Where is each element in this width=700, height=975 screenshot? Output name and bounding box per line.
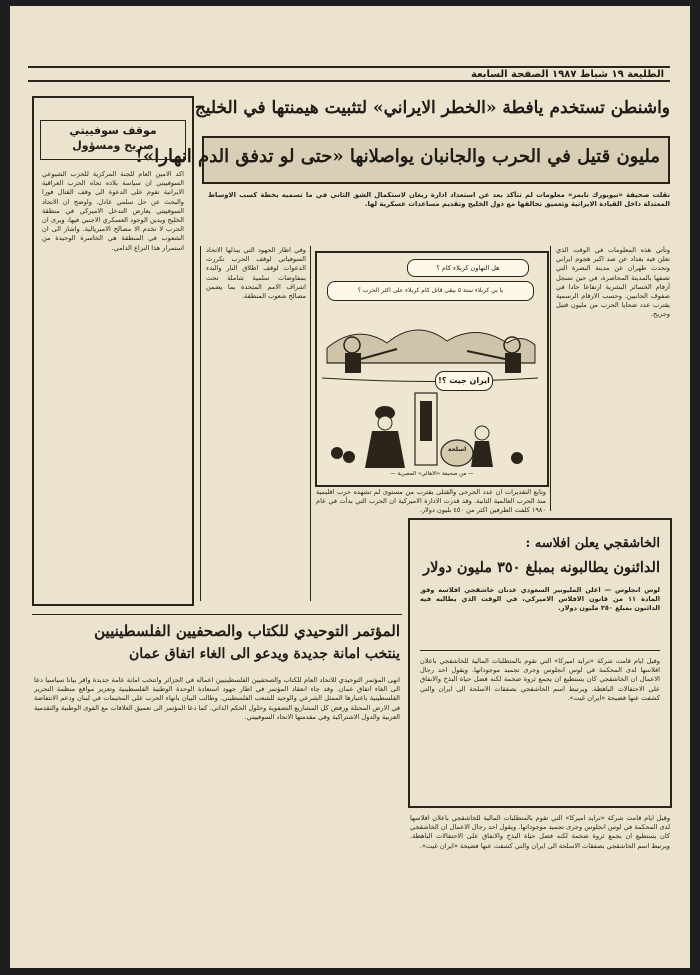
page-header-text: الطليعة ١٩ شباط ١٩٨٧ الصفحة السابعة [471, 68, 664, 80]
main-lead: نقلت صحيفة «نيويورك تايمز» معلومات لم تتأكد بعد عن استعداد ادارة ريغان لاستكمال الشق الثاني في ما تسميه بخطة كسب الاوساط المعتدلة داخل القيادة الايرانية وتعميق تحالفها مع دول الخليج وتقديم مساعدات عسكرية لها. [208, 191, 670, 209]
page-header [28, 66, 670, 82]
main-column-middle: وتابع التقديرات ان عدد الجرحى والقتلى يقترب من مستوى لم تشهده حرب اقليمية منذ الحرب العالمية الثانية. وقد قدرت الادارة الاميركية ان الحرب التي بدأت في عام ١٩٨٠ كلفت الطرفين اكثر من ٤٥٠ بليون دولار. [316, 488, 546, 515]
main-headline: مليون قتيل في الحرب والجانبان يواصلانها «حتى لو تدفق الدم انهارا»! [135, 146, 660, 167]
main-column-left: وفي اطار الجهود التي يبذلها الاتحاد السوفياتي لوقف الحرب تكررت الدعوات لوقف اطلاق النار والبدء بمفاوضات سلمية شاملة تحت اشراف الامم المتحدة بما يضمن مصالح شعوب المنطقة. [206, 246, 306, 301]
sidebar-box [32, 96, 194, 606]
main-kicker: واشنطن تستخدم يافطة «الخطر الايراني» لتثبيت هيمنتها في الخليج [194, 98, 670, 118]
conference-headline: ينتخب امانة جديدة ويدعو الى الغاء اتفاق عمان [128, 646, 400, 662]
cartoon-bubble-top: هل التهاون كربلاء كام ؟ [407, 259, 529, 277]
cartoon-sack-label: اسلحة [447, 446, 467, 453]
conference-kicker: المؤتمر التوحيدي للكتاب والصحفيين الفلسطينيين [94, 622, 400, 640]
khashoggi-lead: لوس انجلوس — اعلن المليونير السعودي عدنان خاشقجي افلاسه وفق المادة ١١ من قانون الافلاس الاميركي، في الوقت الذي يطالبه فيه الدائنون بمبلغ ٣٥٠ مليون دولار. [420, 586, 660, 613]
sidebar-text: اكد الامين العام للجنة المركزية للحزب الشيوعي السوفييتي ان سياسة بلاده تجاه الحرب العراقية الايرانية تقوم على الدعوة الى وقف القتال فورا والبحث عن حل سلمي عادل. واوضح ان الاتحاد السوفييتي يعارض التدخل الاميركي في منطقة الخليج ويدين الوجود العسكري الاجنبي فيها، ويرى ان الحرب لا تخدم الا مصالح الامبريالية. واشار الى ان الشعوب في المنطقة هي الخاسرة الوحيدة من استمرار هذا النزاع الدامي. [42, 170, 184, 252]
cartoon [315, 251, 549, 487]
khashoggi-kicker: الخاشقجي يعلن افلاسه : [525, 536, 660, 551]
khashoggi-box [408, 518, 672, 808]
main-column-right: وتأتي هذه المعلومات في الوقت الذي تعلن فيه بغداد عن صد اكبر هجوم ايراني وتحدث طهران عن مدينة البصرة التي تصفها بالمدينة المحاصرة، في حين تسجل أرقام الخسائر البشرية ارتفاعا حادا في صفوف الجانبين. وحسب الارقام الرسمية يقترب عدد ضحايا الحرب من مليون قتيل وجريح. [556, 246, 670, 319]
sidebar-title-line1: موقف سوفييتي [69, 124, 157, 137]
khashoggi-text: وقيل ايام قامت شركة «ترايد اميركا» التي تقوم بالمتطلبات المالية للخاشقجي باعلان افلاسها لدى المحكمة في لوس انجلوس وجرى تجميد موجوداتها. ويقول احد رجال الاعمال ان الخاشقجي كان يستطيع ان يجمع ثروة ضخمة لكنه فضل حياة البذخ والانفاق على الاحتفالات الباهظة. ويرتبط اسم الخاشقجي بصفقات الاسلحة الى ايران والتي كشفت عنها فضيحة «ايران غيت». [420, 657, 660, 702]
newspaper-page [10, 6, 690, 968]
cartoon-bubble-iran: ايران جيت ؟! [435, 371, 493, 391]
column-divider [550, 246, 551, 511]
khashoggi-continuation: وقيل ايام قامت شركة «ترايد اميركا» التي تقوم بالمتطلبات المالية للخاشقجي باعلان افلاسها لدى المحكمة في لوس انجلوس وجرى تجميد موجوداتها. ويقول احد رجال الاعمال ان الخاشقجي كان يستطيع ان يجمع ثروة ضخمة لكنه فضل حياة البذخ والانفاق على الاحتفالات الباهظة. ويرتبط اسم الخاشقجي بصفقات الاسلحة الى ايران والتي كشفت عنها فضيحة «ايران غيت». [410, 814, 670, 850]
khashoggi-divider [420, 650, 660, 651]
column-divider [200, 246, 201, 601]
main-headline-box [135, 136, 670, 184]
column-divider [310, 246, 311, 601]
cartoon-caption: — من صحيفة «الاهالي» المصرية — [390, 471, 474, 477]
sidebar-title-line2: صريح ومسؤول [72, 139, 154, 152]
khashoggi-headline: الدائنون يطالبونه بمبلغ ٣٥٠ مليون دولار [423, 559, 660, 576]
sidebar-title [40, 120, 186, 160]
section-divider [32, 614, 402, 615]
cartoon-bubble-second: يا بي كربلاء ستة ٥ بيقى قاتل كام كربلاء على اكثر الحرب ؟ [327, 281, 534, 301]
conference-text: انهى المؤتمر التوحيدي للاتحاد العام للكتاب والصحفيين الفلسطينيين اعماله في الجزائر وانتخب امانة عامة جديدة واقر بيانا سياسيا دعا الى الغاء اتفاق عمان. وقد جاء انعقاد المؤتمر في اطار جهود استعادة الوحدة الوطنية الفلسطينية وتعزيز مواقع منظمة التحرير الفلسطينية باعتبارها الممثل الشرعي والوحيد للشعب الفلسطيني. وطالب البيان بانهاء الحرب على المخيمات في لبنان ودعم الانتفاضة في الارض المحتلة ورفض كل المشاريع التصفوية وحلول الحكم الذاتي. كما دعا المؤتمر الى تعميق العلاقات مع القوى الوطنية والتقدمية العربية والدول الاشتراكية وفي مقدمتها الاتحاد السوفييتي. [34, 676, 400, 721]
